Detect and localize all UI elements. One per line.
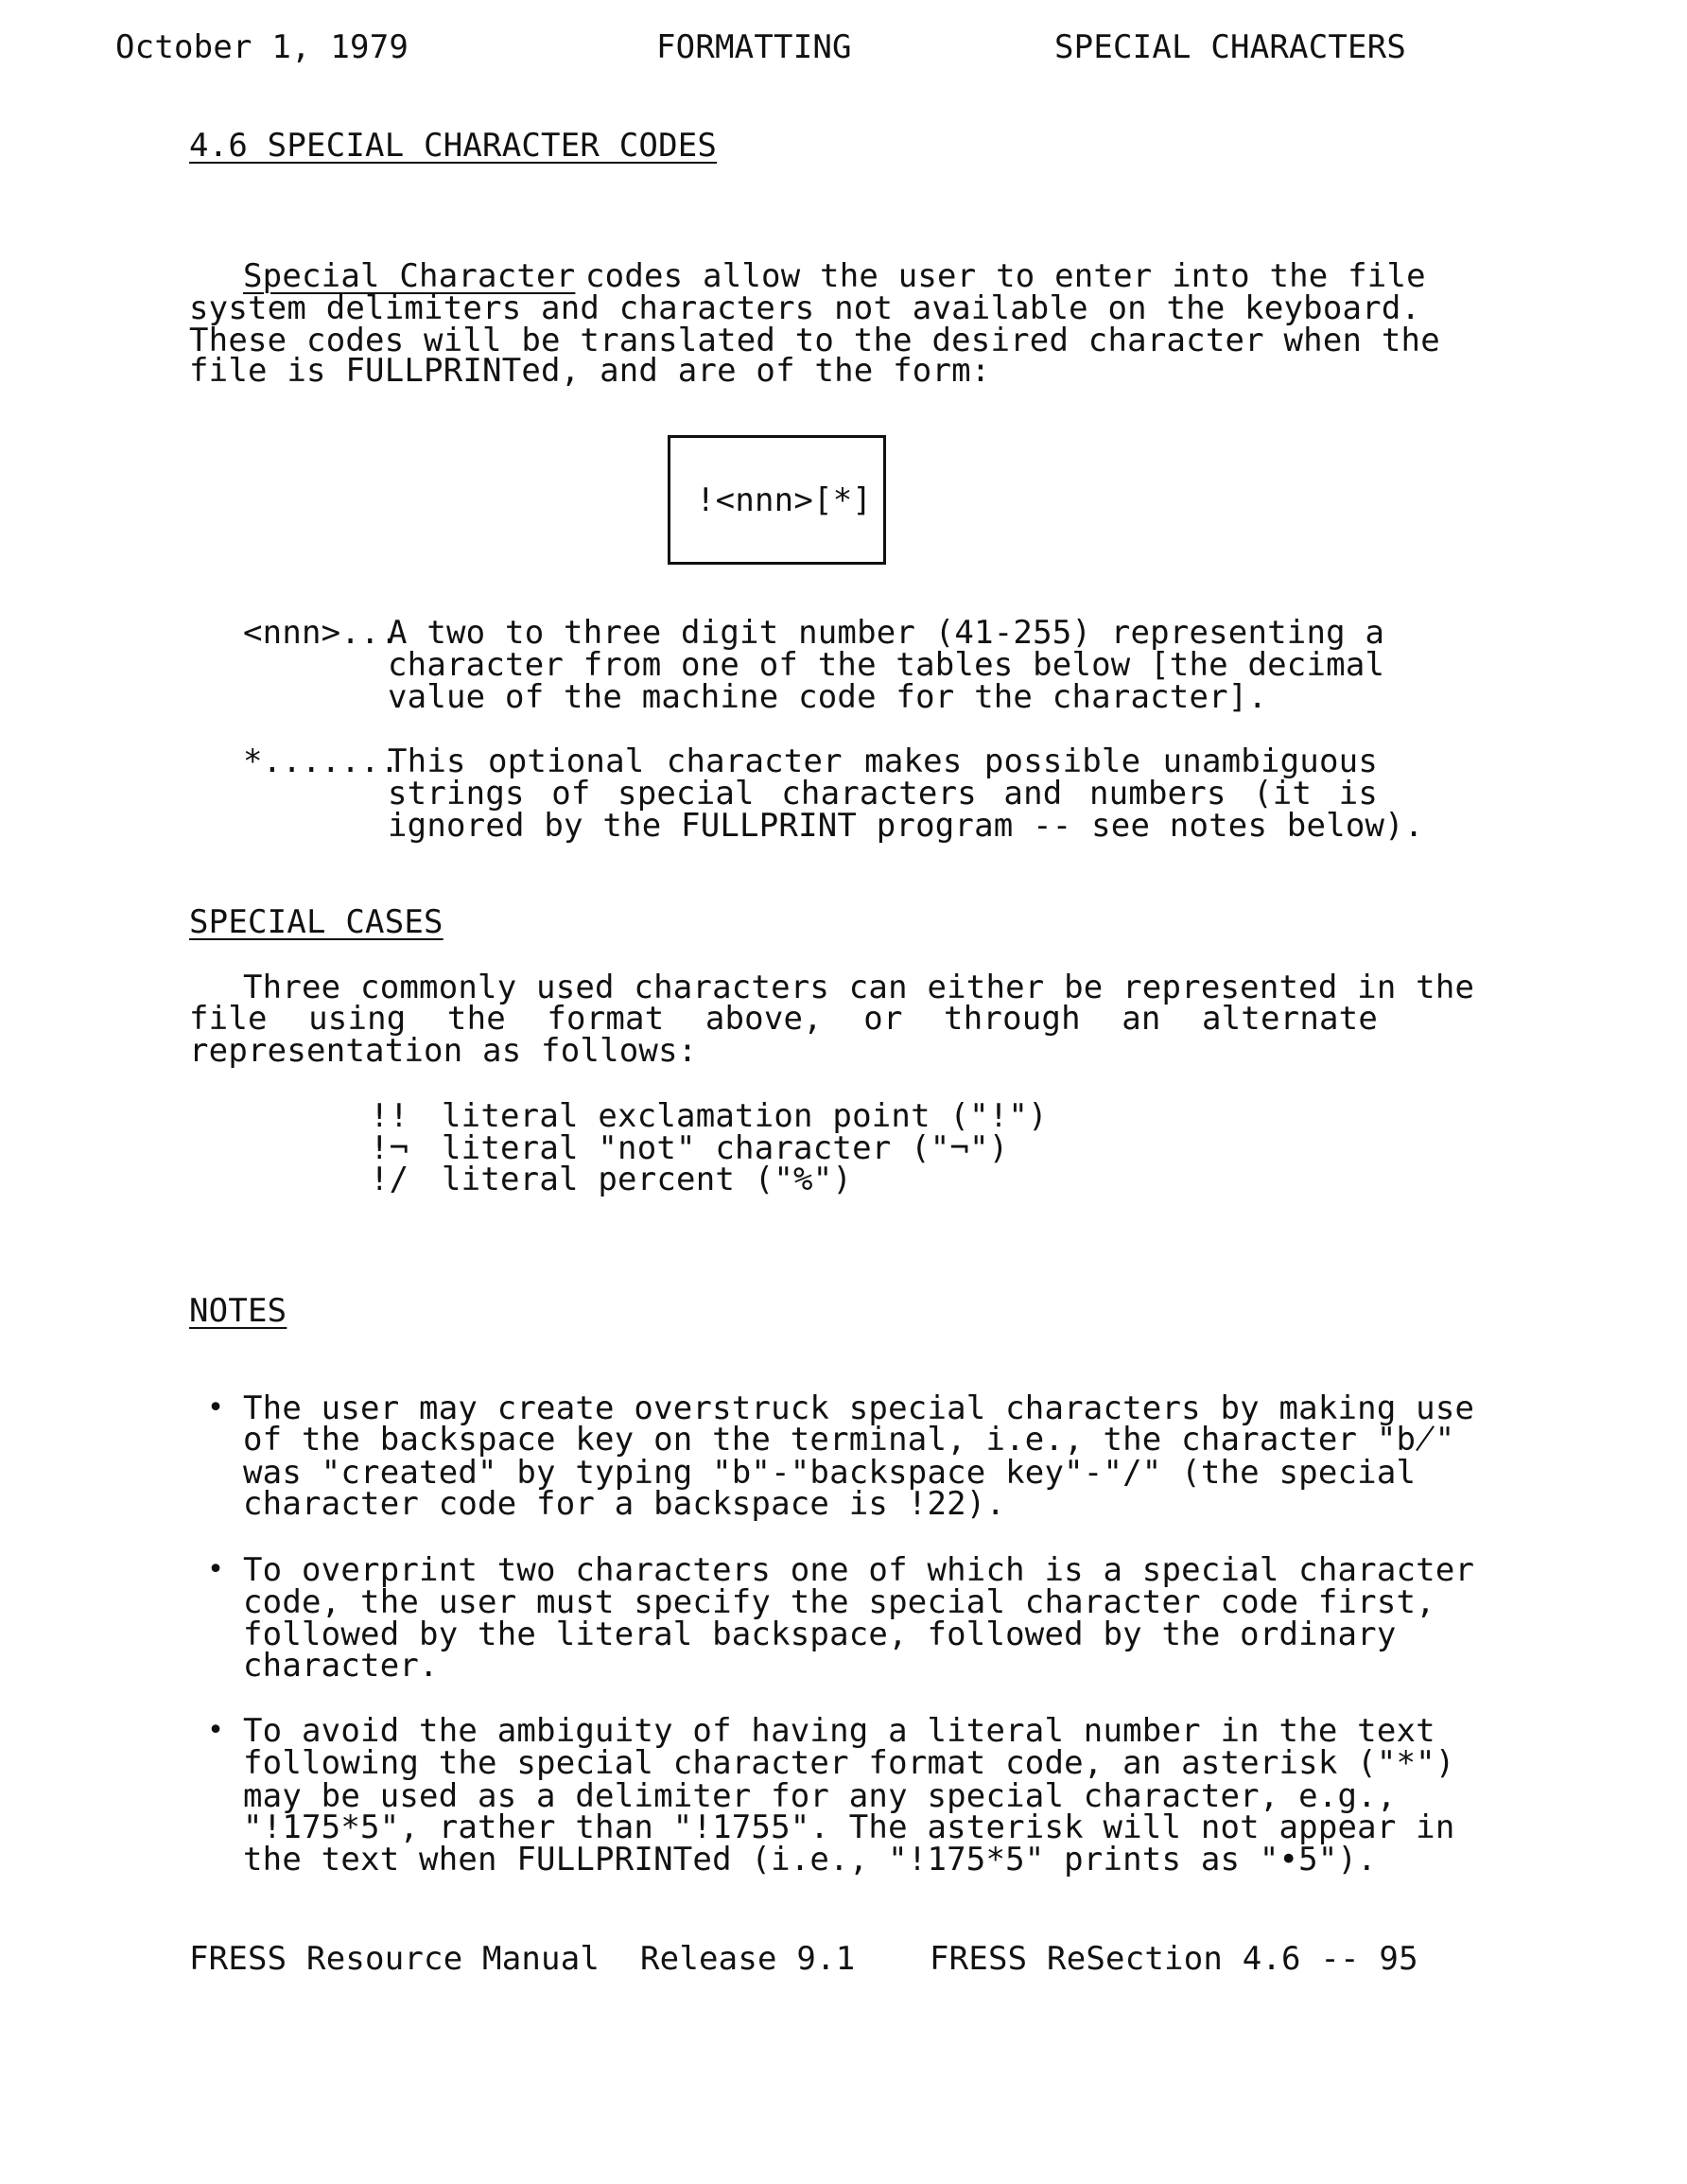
special-cases-line: representation as follows: [189, 1032, 698, 1070]
definition-term-nnn: <nnn>... [243, 614, 400, 652]
definition-line: This optional character makes possible unambiguous [388, 743, 1378, 780]
intro-lead-term: Special Character [243, 257, 576, 295]
definition-line: ignored by the FULLPRINT program -- see notes below). [388, 807, 1424, 845]
special-cases-line: Three commonly used characters can either be represented in the [243, 969, 1475, 1006]
note-line: code, the user must specify the special character code first, [243, 1583, 1435, 1621]
special-case-code: !! [370, 1097, 409, 1135]
note-line: To overprint two characters one of which is a special character [243, 1551, 1475, 1589]
special-case-code: !¬ [370, 1129, 409, 1167]
note-line: character. [243, 1647, 439, 1685]
header-right: SPECIAL CHARACTERS [1054, 28, 1407, 66]
definition-line: character from one of the tables below [the decimal [388, 646, 1385, 684]
definition-line: strings of special characters and numbers (it is [388, 775, 1378, 812]
header-center: FORMATTING [656, 28, 852, 66]
definition-term-asterisk: *....... [243, 743, 400, 780]
note-line: character code for a backspace is !22). [243, 1485, 1006, 1523]
footer-left: FRESS Resource Manual [189, 1940, 600, 1978]
special-case-desc: literal percent ("%") [442, 1161, 853, 1198]
notes-heading: NOTES [189, 1292, 287, 1330]
special-case-code: !/ [370, 1161, 409, 1198]
note-line: the text when FULLPRINTed (i.e., "!175*5" prints as "•5"). [243, 1841, 1377, 1878]
note-line: "!175*5", rather than "!1755". The asterisk will not appear in [243, 1808, 1455, 1846]
note-line: The user may create overstruck special characters by making use [243, 1389, 1475, 1427]
intro-line-3: These codes will be translated to the desired character when the [189, 322, 1440, 359]
footer-center: Release 9.1 [640, 1940, 856, 1978]
section-title: 4.6 SPECIAL CHARACTER CODES [189, 127, 718, 165]
bullet-icon: • [207, 1553, 225, 1586]
special-case-desc: literal exclamation point ("!") [442, 1097, 1048, 1135]
intro-line-4: file is FULLPRINTed, and are of the form: [189, 352, 991, 390]
note-line: of the backspace key on the terminal, i.e., the character "b̸" [243, 1421, 1455, 1459]
format-syntax: !<nnn>[*] [696, 481, 873, 519]
note-line: following the special character format code, an asterisk ("*") [243, 1744, 1455, 1782]
definition-line: value of the machine code for the character]. [388, 678, 1268, 716]
special-case-desc: literal "not" character ("¬") [442, 1129, 1009, 1167]
note-line: may be used as a delimiter for any special character, e.g., [243, 1777, 1397, 1815]
special-cases-heading: SPECIAL CASES [189, 903, 443, 941]
intro-line-2: system delimiters and characters not available on the keyboard. [189, 289, 1421, 327]
definition-line: A two to three digit number (41-255) representing a [388, 614, 1385, 652]
bullet-icon: • [207, 1391, 225, 1424]
note-line: followed by the literal backspace, followed by the ordinary [243, 1616, 1397, 1653]
note-line: To avoid the ambiguity of having a literal number in the text [243, 1712, 1435, 1750]
header-date: October 1, 1979 [115, 28, 409, 66]
bullet-icon: • [207, 1714, 225, 1747]
intro-line-1: codes allow the user to enter into the file [585, 257, 1426, 295]
footer-right: FRESS ReSection 4.6 -- 95 [930, 1940, 1418, 1978]
note-line: was "created" by typing "b"-"backspace key"-"/" (the special [243, 1454, 1417, 1492]
special-cases-line: file using the format above, or through an alternate [189, 1000, 1378, 1038]
